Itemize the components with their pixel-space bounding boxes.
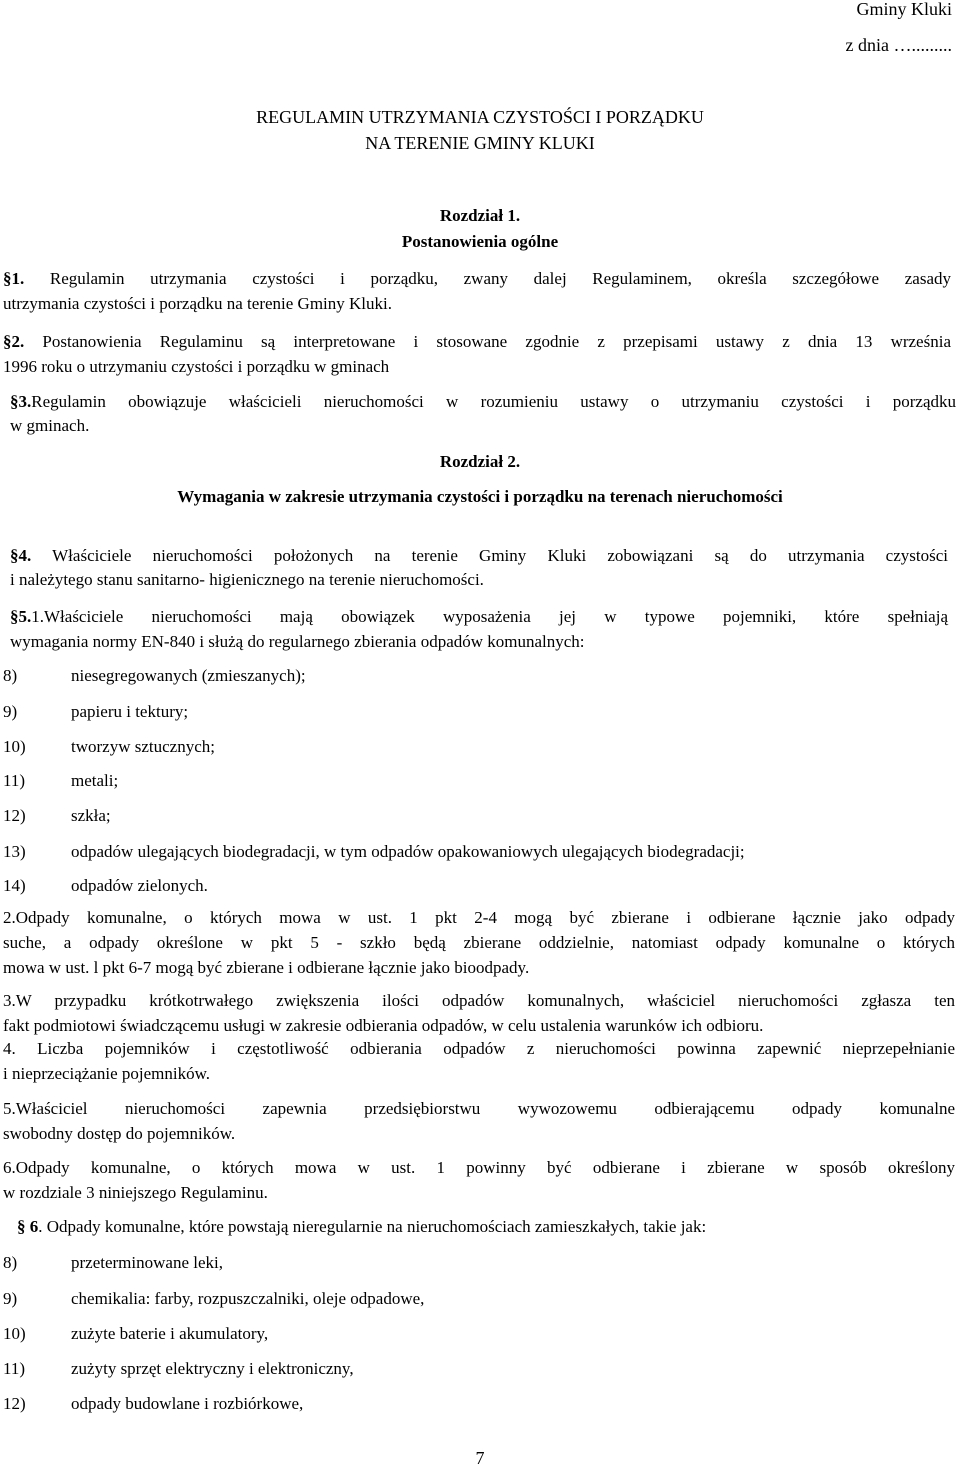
document-title-line2: NA TERENIE GMINY KLUKI (365, 133, 595, 153)
par5-4-line2: i nieprzeciążanie pojemników. (3, 1064, 211, 1083)
par5-3-line2: fakt podmiotowi świadczącemu usługi w zakresie odbierania odpadów, w celu ustalenia warunków ich odbioru. (3, 1016, 764, 1035)
list2-item: 12) odpady budowlane i rozbiórkowe, (3, 1394, 304, 1413)
chapter2-heading: Rozdział 2. (439, 452, 521, 471)
par1-number: §1. (3, 269, 25, 288)
list2-item: 9) chemikalia: farby, rozpuszczalniki, oleje odpadowe, (3, 1289, 425, 1308)
par6-number: § 6 (17, 1217, 39, 1236)
par2-line2: 1996 roku o utrzymaniu czystości i porządku w gminach (3, 357, 390, 376)
par5-3-line1: 3.W przypadku krótkotrwałego zwiększenia ilości odpadów komunalnych, właściciel nieruchomości zgłasza ten (3, 991, 955, 1010)
par5-5-line1: 5.Właściciel nieruchomości zapewnia przedsiębiorstwu wywozowemu odbierającemu odpady komunalne (3, 1099, 955, 1118)
par3-number: §3. (10, 392, 32, 411)
page-number: 7 (475, 1448, 485, 1468)
list1-item: 14) odpadów zielonych. (3, 876, 208, 895)
par5-2-line1: 2.Odpady komunalne, o których mowa w ust. 1 pkt 2-4 mogą być zbierane i odbierane łącznie jako odpady (3, 908, 955, 927)
list2-item: 11) zużyty sprzęt elektryczny i elektroniczny, (3, 1359, 354, 1378)
document-title-line1: REGULAMIN UTRZYMANIA CZYSTOŚCI I PORZĄDKU (256, 107, 704, 127)
par1-line1: §1. Regulamin utrzymania czystości i porządku, zwany dalej Regulaminem, określa szczegółowe zasady (3, 269, 951, 288)
list2-item: 10) zużyte baterie i akumulatory, (3, 1324, 269, 1343)
par5-6-line2: w rozdziale 3 niniejszego Regulaminu. (3, 1183, 268, 1202)
par4-number: §4. (10, 546, 32, 565)
par5-5-line2: swobodny dostęp do pojemników. (3, 1124, 236, 1143)
par5-number: §5. (10, 607, 32, 626)
par2-line1: §2. Postanowienia Regulaminu są interpretowane i stosowane zgodnie z przepisami ustawy z dnia 13 września (3, 332, 951, 351)
par5-6-line1: 6.Odpady komunalne, o których mowa w ust. 1 powinny być odbierane i zbierane w sposób określony (3, 1158, 955, 1177)
par5-2-line2: suche, a odpady określone w pkt 5 - szkło będą zbierane oddzielnie, natomiast odpady komunalne o których (3, 933, 955, 952)
par3-line1: §3.Regulamin obowiązuje właścicieli nieruchomości w rozumieniu ustawy o utrzymaniu czystości i porządku (10, 392, 956, 411)
par4-line1: §4. Właściciele nieruchomości położonych na terenie Gminy Kluki zobowiązani są do utrzymania czystości (10, 546, 948, 565)
chapter1-subheading: Postanowienia ogólne (401, 232, 559, 251)
par5-line2: wymagania normy EN-840 i służą do regularnego zbierania odpadów komunalnych: (10, 632, 585, 651)
header-date: z dnia …......... (845, 35, 952, 55)
par5-2-line3: mowa w ust. l pkt 6-7 mogą być zbierane i odbierane łącznie jako bioodpady. (3, 958, 530, 977)
par1-line2: utrzymania czystości i porządku na terenie Gminy Kluki. (3, 294, 392, 313)
par4-line2: i należytego stanu sanitarno- higienicznego na terenie nieruchomości. (10, 570, 484, 589)
list1-item: 9) papieru i tektury; (3, 702, 189, 721)
list1-item: 12) szkła; (3, 806, 111, 825)
header-gmina: Gminy Kluki (856, 0, 952, 19)
list1-item: 13) odpadów ulegających biodegradacji, w tym odpadów opakowaniowych ulegających biodegradacji; (3, 842, 745, 861)
list1-item: 8) niesegregowanych (zmieszanych); (3, 666, 306, 685)
list1-item: 10) tworzyw sztucznych; (3, 737, 215, 756)
par5-4-line1: 4. Liczba pojemników i częstotliwość odbierania odpadów z nieruchomości powinna zapewnić nieprzepełnianie (3, 1039, 955, 1058)
chapter2-subheading: Wymagania w zakresie utrzymania czystości i porządku na terenach nieruchomości (177, 487, 783, 506)
chapter1-heading: Rozdział 1. (439, 206, 521, 225)
par3-line2: w gminach. (10, 416, 90, 435)
par5-line1: §5.1.Właściciele nieruchomości mają obowiązek wyposażenia jej w typowe pojemniki, które spełniają (10, 607, 948, 626)
list2-item: 8) przeterminowane leki, (3, 1253, 223, 1272)
par2-number: §2. (3, 332, 25, 351)
list1-item: 11) metali; (3, 771, 119, 790)
par6-line1: § 6. Odpady komunalne, które powstają nieregularnie na nieruchomościach zamieszkałych, takie jak: (17, 1217, 707, 1236)
